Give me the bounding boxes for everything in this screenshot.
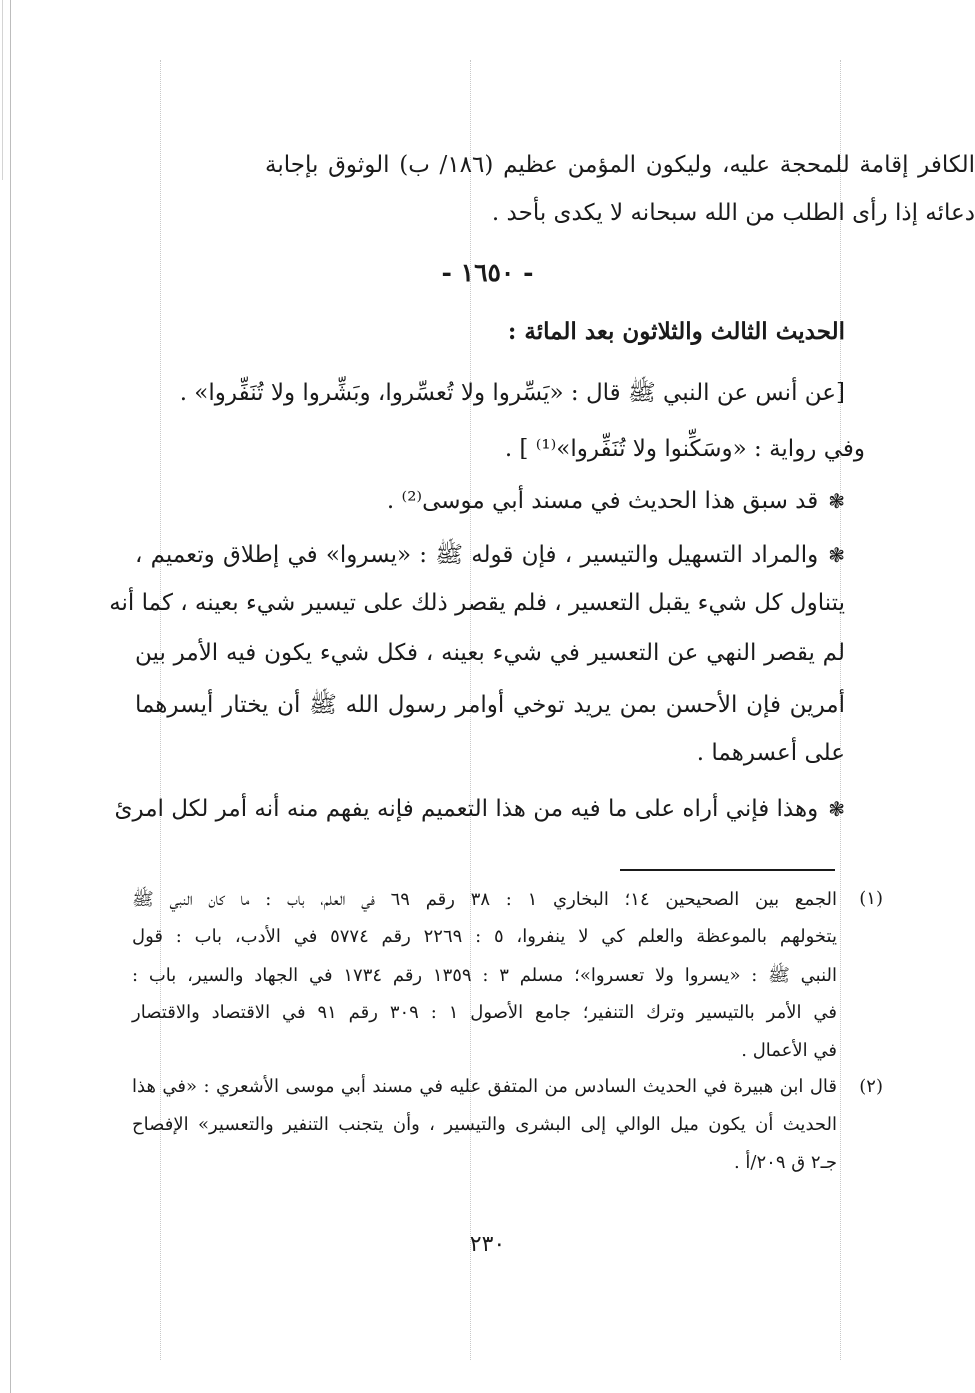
body-line — [114, 796, 845, 822]
footnote-line: النبي ﷺ : «يسروا ولا تعسروا»؛ مسلم ٣ : ١٣٥٩ رقم ١٧٣٤ في الجهاد والسير، باب : — [132, 965, 838, 986]
hadith-title: الحديث الثالث والثلاثون بعد المائة : — [507, 318, 845, 345]
body-line — [135, 540, 845, 574]
hadith-text: وفي رواية : «وسَكِّنوا ولا تُنَفِّروا»⁽¹⁾ ] . — [504, 436, 865, 462]
footnote-line: في الأمر بالتيسير وترك التنفير؛ جامع الأصول ١ : ٣٠٩ رقم ٩١ في الاقتصاد والاقتصار — [132, 1002, 837, 1023]
note-text: قد سبق هذا الحديث في مسند أبي موسى⁽²⁾ . — [386, 488, 819, 514]
body-line: يتناول كل شيء يقبل التعسير ، فلم يقصر ذلك على تيسير شيء بعينه ، كما أنه — [109, 590, 845, 616]
hadith-text: [عن أنس عن النبي ﷺ قال : «يَسِّروا ولا تُعسِّروا، وبَشِّروا ولا تُنَفِّروا» . — [179, 380, 845, 406]
body-text: والمراد التسهيل والتيسير ، فإن قوله ﷺ : «يسروا» في إطلاق وتعميم ، — [135, 542, 819, 568]
star-bullet-icon: ❃ — [828, 797, 845, 821]
footnote-separator — [620, 869, 835, 871]
footnote-line: يتخولهم بالموعظة والعلم كي لا ينفروا، ٥ : ٢٢٦٩ رقم ٥٧٧٤ في الأدب، باب : قول — [132, 926, 837, 947]
footnote-line: جـ٢ ق ٢٠٩/أ . — [733, 1152, 837, 1173]
star-bullet-icon: ❃ — [828, 543, 845, 567]
hadith-number: - ١٦٥٠ - — [441, 258, 534, 287]
footnote-line: الحديث أن يكون ميل الوالي إلى البشرى والتيسير ، وأن يتجنب التنفير والتعسير» الإفصاح — [132, 1114, 837, 1135]
footnote-text: الجمع بين الصحيحين ١٤؛ البخاري ١ : ٣٨ رقم ٦٩ في العلم، باب : ما كان النبي ﷺ — [132, 889, 837, 910]
body-text: وهذا فإني أراه على ما فيه من هذا التعميم فإنه يفهم منه أنه أمر لكل امرئ — [114, 796, 819, 822]
footnote-text: قال ابن هبيرة في الحديث السادس من المتفق عليه في مسند أبي موسى الأشعري : «في هذا — [132, 1076, 837, 1097]
scan-edge-line — [10, 0, 11, 1393]
body-line: على أعسرهما . — [696, 740, 845, 766]
star-bullet-icon: ❃ — [828, 489, 845, 513]
body-line: الكافر إقامة للمحجة عليه، وليكون المؤمن عظيم (١٨٦/ ب) الوثوق بإجابة — [265, 152, 975, 178]
note-line — [135, 488, 845, 514]
body-line: أمرين فإن الأحسن بمن يريد توخي أوامر رسول الله ﷺ أن يختار أيسرهما — [135, 692, 845, 718]
scan-edge-line-outer — [2, 0, 3, 180]
footnote-number: (٢) — [859, 1076, 883, 1097]
footnote-line: في الأعمال . — [741, 1040, 837, 1061]
footnote-number: (١) — [859, 888, 883, 909]
body-line: دعائه إذا رأى الطلب من الله سبحانه لا يكدى بأحد . — [491, 200, 975, 226]
footnote-line — [132, 888, 883, 914]
body-line: لم يقصر النهي عن التعسير في شيء بعينه ، فكل شيء يكون فيه الأمر بين — [135, 640, 845, 666]
page-number: ٢٣٠ — [469, 1232, 506, 1257]
footnote-line — [132, 1076, 883, 1097]
